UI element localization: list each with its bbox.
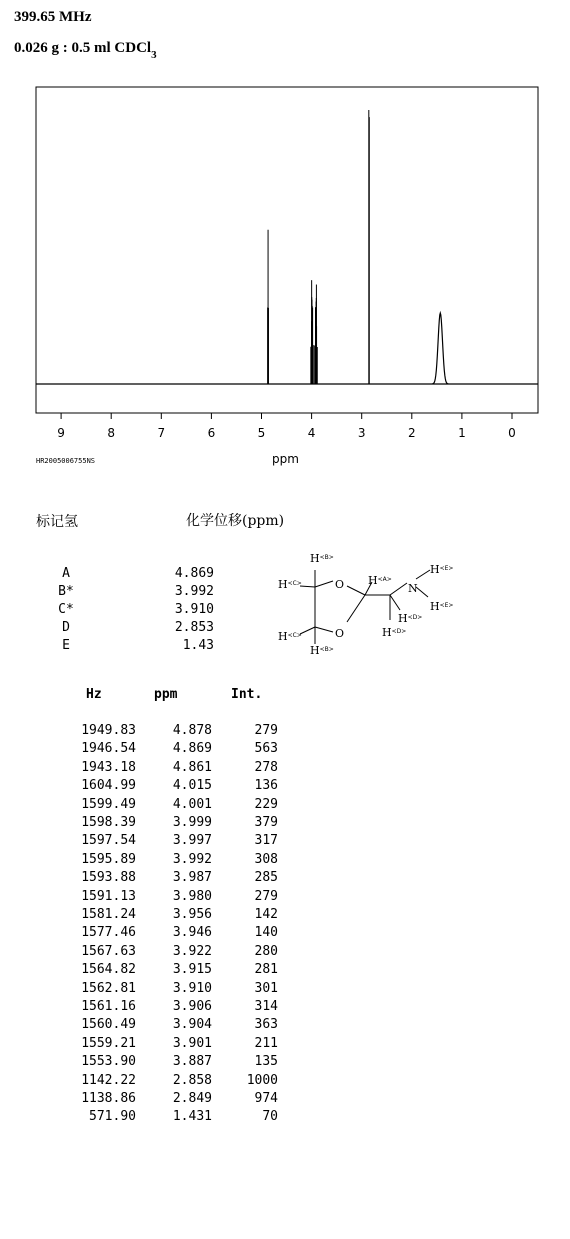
peak-hz: 1560.49 [81,1017,136,1033]
peak-int: 379 [254,815,278,830]
peak-int: 363 [254,1017,278,1033]
atom-h-d-right: $H^{<D>}$ [398,612,423,625]
peak-table-header-ppm: ppm [154,687,178,702]
sample-text: 0.026 g : 0.5 ml CDCl [14,40,152,56]
peak-table-row [0,833,300,852]
peak-ppm: 3.887 [172,1054,212,1070]
peak-int: 317 [254,833,278,849]
peak-int: 279 [254,888,278,904]
peak-table-row [0,797,300,816]
peak-int: 1000 [246,1072,278,1088]
peak-table-row [0,1017,300,1036]
peak-int: 229 [254,796,278,812]
x-tick-label: 7 [157,426,166,440]
peak-int: 70 [262,1109,278,1125]
peak-ppm: 3.906 [172,999,212,1014]
atom-h-b-top: $H^{<B>}$ [310,552,334,565]
x-tick-label: 6 [207,426,216,440]
peak-hz: 1595.89 [81,851,136,867]
peak-int: 314 [254,999,278,1014]
peak-table-row [0,1054,300,1073]
assignment-list [0,566,240,661]
peak-ppm: 3.999 [172,815,212,830]
x-tick-label: 0 [508,426,516,440]
peak-ppm: 3.992 [172,851,212,867]
peak-hz: 1564.82 [81,962,136,978]
peak-ppm: 2.849 [172,1091,212,1106]
peak-ppm: 3.987 [172,870,212,886]
peak-hz: 1577.46 [81,925,136,941]
peak-ppm: 4.869 [172,741,212,757]
peak-table-row [0,852,300,871]
x-tick-label: 4 [307,426,316,440]
x-tick-label: 9 [57,426,65,440]
assignment-shift: 3.910 [174,602,214,617]
assignment-row [0,602,230,620]
peak-table-row [0,778,300,797]
peak-ppm: 3.901 [172,1035,212,1051]
assignment-label: A [62,566,70,581]
peak-int: 279 [254,723,278,738]
assignment-shift: 1.43 [182,638,214,653]
peak-hz: 1553.90 [81,1054,136,1070]
peak-int: 281 [254,962,278,978]
spectrum-id: HR2005006755NS [36,457,96,465]
peak-int: 301 [254,980,278,996]
peak-ppm: 4.878 [172,723,212,738]
peak-table-row [0,999,300,1018]
peak-table-row [0,723,300,742]
peak-ppm: 3.980 [172,888,212,904]
frequency-label: 399.65 MHz [14,9,92,25]
nmr-spectrum-chart [0,80,570,480]
assignment-label: B* [58,584,74,599]
peak-ppm: 3.904 [172,1017,212,1033]
atom-o-bottom: O [335,627,345,640]
assignment-shift: 3.992 [174,584,214,599]
atom-o-top: O [335,578,345,591]
peak-ppm: 2.858 [172,1072,212,1088]
peak-ppm: 3.915 [172,962,212,978]
atom-h-e-right: $H^{<E>}$ [430,600,454,613]
peak-hz: 1562.81 [81,980,136,996]
peak-hz: 1949.83 [81,723,136,738]
x-tick-label: 5 [257,426,266,440]
peak-hz: 1943.18 [81,759,136,775]
peak-int: 308 [254,851,278,867]
peak-ppm: 3.922 [172,943,212,959]
peak-table-row [0,1109,300,1128]
peak-hz: 1604.99 [81,778,136,794]
peak-int: 135 [254,1054,278,1070]
peak-hz: 1138.86 [81,1091,136,1106]
x-tick-label: 1 [458,426,466,440]
atom-h-c-bottom: $H^{<C>}$ [278,630,302,643]
peak-int: 280 [254,943,278,959]
assignment-col-label: 标记氢 [36,514,78,530]
peak-ppm: 3.910 [172,980,212,996]
peak-table-row [0,1073,300,1092]
plot-frame [36,87,538,413]
assignment-label: D [62,620,70,635]
peak-table-row [0,870,300,889]
peak-hz: 1599.49 [81,796,136,812]
assignment-label: E [62,638,70,653]
sample-label [14,40,157,61]
peak-table-header-hz: Hz [86,687,102,702]
peak-int: 974 [254,1091,278,1106]
peak-table-row [0,925,300,944]
peak-table-row [0,981,300,1000]
molecule-structure [270,552,470,662]
peak-hz: 1591.13 [81,888,136,904]
peak-ppm: 4.015 [172,778,212,794]
atom-h-d-bottom: $H^{<D>}$ [382,626,407,639]
assignment-col-shift: 化学位移(ppm) [186,513,285,529]
assignment-row [0,638,230,656]
peak-hz: 571.90 [89,1109,136,1125]
peak-table-row [0,962,300,981]
peaks-group [268,110,370,384]
peak-table-row [0,1036,300,1055]
x-tick-label: 8 [107,426,116,440]
peak-hz: 1946.54 [81,741,136,757]
peak-hz: 1561.16 [81,999,136,1014]
peak-table-row [0,1091,300,1110]
assignment-row [0,566,230,584]
peak-table-row [0,889,300,908]
peak-hz: 1581.24 [81,907,136,922]
peak-table [0,723,300,1133]
peak-int: 285 [254,870,278,886]
peak-hz: 1142.22 [81,1072,136,1088]
peak-hz: 1597.54 [81,833,136,849]
x-tick-label: 2 [407,426,416,440]
assignment-shift: 2.853 [174,620,214,635]
assignment-label: C* [58,602,74,617]
peak-int: 278 [254,759,278,775]
molecule-atoms [278,552,453,657]
assignment-row [0,620,230,638]
peak-ppm: 4.001 [172,796,212,812]
peak-ppm: 3.997 [172,833,212,849]
peak-ppm: 4.861 [172,759,212,775]
sample-subscript: 3 [151,49,157,61]
peak-ppm: 3.956 [172,907,212,922]
peak-hz: 1567.63 [81,943,136,959]
peak-table-header-int: Int. [231,687,263,702]
atom-h-a: $H^{<A>}$ [368,574,392,587]
assignment-shift: 4.869 [174,566,214,581]
x-tick-label: 3 [357,426,366,440]
peak-hz: 1559.21 [81,1035,136,1051]
peak-hz: 1593.88 [81,870,136,886]
peak-int: 136 [254,778,278,794]
peak-table-row [0,907,300,926]
x-axis-ticks [57,413,516,440]
assignment-row [0,584,230,602]
peak-int: 142 [254,907,278,922]
x-axis-label: ppm [272,452,299,466]
peak-int: 211 [254,1035,278,1051]
peak-ppm: 1.431 [172,1109,212,1125]
peak-table-row [0,760,300,779]
atom-n: N [408,582,418,595]
peak-int: 140 [254,925,278,941]
atom-h-c-top: $H^{<C>}$ [278,578,302,591]
atom-h-b-bottom: $H^{<B>}$ [310,644,334,657]
atom-h-e-top: $H^{<E>}$ [430,563,454,576]
peak-hz: 1598.39 [81,815,136,830]
peak-ppm: 3.946 [172,925,212,941]
peak-int: 563 [254,741,278,757]
peak-table-row [0,815,300,834]
broad-peak-1-43 [432,313,448,384]
peak-table-row [0,741,300,760]
peak-table-row [0,944,300,963]
